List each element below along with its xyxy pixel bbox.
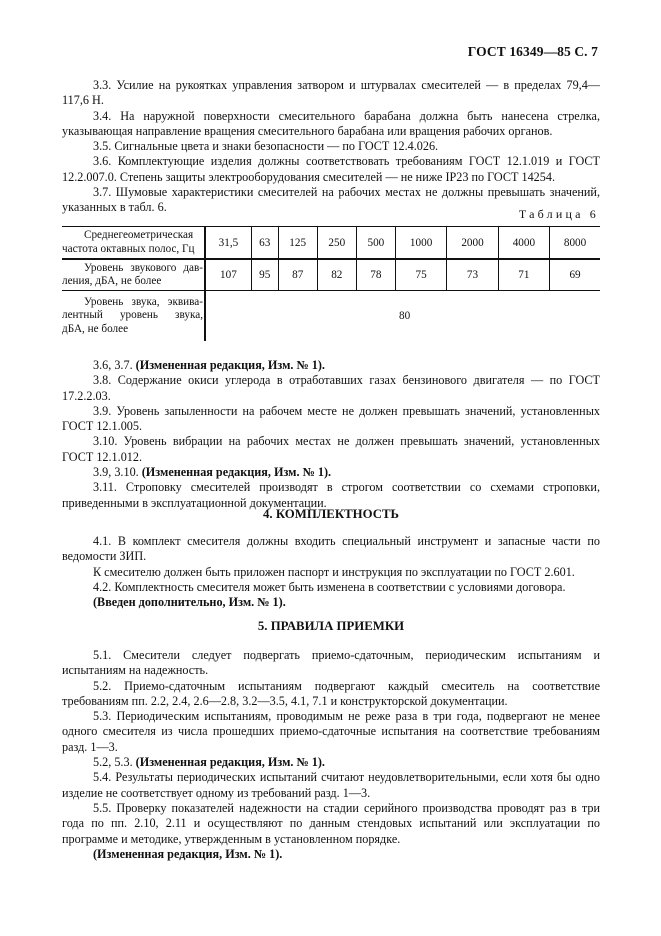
- amendment-note: (Измененная редакция, Изм. № 1).: [93, 846, 283, 861]
- clause-3-4: 3.4. На наружной поверхности смесительного барабана должна быть нанесена стрелка, указывающая направление вращения смесительного барабана или вращения рабочих органов.: [62, 108, 600, 138]
- clauses-3-8-to-3-11: [62, 358, 600, 511]
- clause-5-4: 5.4. Результаты периодических испытаний считают неудовлетворительными, если хотя бы одно изделие не соответствует одному из требований разд. 1—3.: [62, 770, 600, 800]
- amendment-note: 3.6, 3.7. (Измененная редакция, Изм. № 1).: [93, 358, 325, 372]
- page-header: ГОСТ 16349—85 С. 7: [467, 44, 598, 59]
- freq-cell: 31,5: [205, 227, 251, 260]
- value-cell: 95: [251, 259, 278, 291]
- value-cell: 87: [278, 259, 317, 291]
- freq-cell: 4000: [498, 227, 549, 260]
- row-label-cell: Уровень звука, эквива- лентный уровень звука, дБА, не более: [62, 291, 205, 342]
- row-label-cell: Уровень звукового дав- ления, дБА, не более: [62, 259, 205, 291]
- clause-3-7: 3.7. Шумовые характеристики смесителей на рабочих местах не должны превышать значений, указанных в табл. 6.: [62, 185, 600, 215]
- value-cell: 107: [205, 259, 251, 291]
- amendment-note: 5.2, 5.3. (Измененная редакция, Изм. № 1).: [93, 755, 325, 770]
- clause-3-10: 3.10. Уровень вибрации на рабочих местах не должен превышать значений, установленных ГОСТ 12.1.012.: [62, 434, 600, 464]
- clause-3-6: 3.6. Комплектующие изделия должны соответствовать требованиям ГОСТ 12.1.019 и ГОСТ 12.2.007.0. Степень защиты электрооборудования смесителей — не ниже IP23 по ГОСТ 14254.: [62, 154, 600, 184]
- freq-cell: 1000: [395, 227, 446, 260]
- clause-4-1-passport: К смесителю должен быть приложен паспорт и инструкция по эксплуатации по ГОСТ 2.601.: [93, 564, 575, 579]
- clause-5-3: 5.3. Периодическим испытаниям, проводимым не реже раза в три года, подвергают не менее одного смесителя из числа прошедших приемо-сдаточные испытания на соответствие требованиям разд. 1—3.: [62, 709, 600, 754]
- clause-3-11: 3.11. Строповку смесителей производят в строгом соответствии со схемами строповки, приведенными в эксплуатационной документации.: [62, 480, 600, 510]
- value-cell: 78: [356, 259, 395, 291]
- value-cell: 75: [395, 259, 446, 291]
- clause-5-1: 5.1. Смесители следует подвергать приемо-сдаточным, периодическим испытаниям и испытаниям на надежность.: [62, 648, 600, 678]
- clause-3-3: 3.3. Усилие на рукоятках управления затвором и штурвалах смесителей — в пределах 79,4—117,6 Н.: [62, 78, 600, 108]
- value-cell: 73: [447, 259, 498, 291]
- clause-3-5: 3.5. Сигнальные цвета и знаки безопасности — по ГОСТ 12.4.026.: [93, 139, 439, 154]
- section-4-title: 4. КОМПЛЕКТНОСТЬ: [263, 507, 399, 521]
- clause-3-8: 3.8. Содержание окиси углерода в отработавших газах бензинового двигателя — по ГОСТ 17.2.2.03.: [62, 373, 600, 403]
- amendment-note: (Введен дополнительно, Изм. № 1).: [93, 595, 286, 610]
- freq-cell: 2000: [447, 227, 498, 260]
- noise-table: [62, 226, 600, 341]
- freq-cell: 250: [317, 227, 356, 260]
- value-cell: 69: [550, 259, 600, 291]
- section-5-title: 5. ПРАВИЛА ПРИЕМКИ: [257, 619, 405, 633]
- header-label-cell: Среднегеометрическая частота октавных полос, Гц: [62, 227, 205, 260]
- merged-value-cell: 80: [399, 310, 411, 322]
- clause-4-1: 4.1. В комплект смесителя должны входить специальный инструмент и запасные части по ведомости ЗИП.: [62, 534, 600, 564]
- freq-cell: 500: [356, 227, 395, 260]
- freq-cell: 125: [278, 227, 317, 260]
- table-row-sound-level: [62, 291, 600, 342]
- amendment-note: 3.9, 3.10. (Измененная редакция, Изм. № 1).: [93, 465, 332, 480]
- table-row-sound-pressure: [62, 259, 600, 291]
- clause-4-2: 4.2. Комплектность смесителя может быть изменена в соответствии с условиями договора.: [93, 579, 566, 594]
- table-row-frequency: [62, 227, 600, 260]
- value-cell: 82: [317, 259, 356, 291]
- table-caption: Таблица 6: [518, 207, 599, 221]
- section-5-body: [62, 648, 600, 862]
- clauses-3-3-to-3-7: [62, 78, 600, 216]
- section-4-body: [62, 534, 600, 610]
- clause-3-9: 3.9. Уровень запыленности на рабочем месте не должен превышать значений, установленных ГОСТ 12.1.005.: [62, 403, 600, 434]
- clause-5-5: 5.5. Проверку показателей надежности на стадии серийного производства проводят раз в три года по пп. 2.10, 2.11 и осуществляют по данным стендовых испытаний или эксплуатации по программе и методике, утвержденным в установленном порядке.: [62, 800, 600, 846]
- freq-cell: 8000: [550, 227, 600, 260]
- value-cell: 71: [498, 259, 549, 291]
- freq-cell: 63: [251, 227, 278, 260]
- clause-5-2: 5.2. Приемо-сдаточным испытаниям подвергают каждый смеситель на соответствие требованиям пп. 2.2, 2.4, 2.6—2.8, 3.2—3.5, 4.1, 7.1 и конструкторской документации.: [62, 678, 600, 708]
